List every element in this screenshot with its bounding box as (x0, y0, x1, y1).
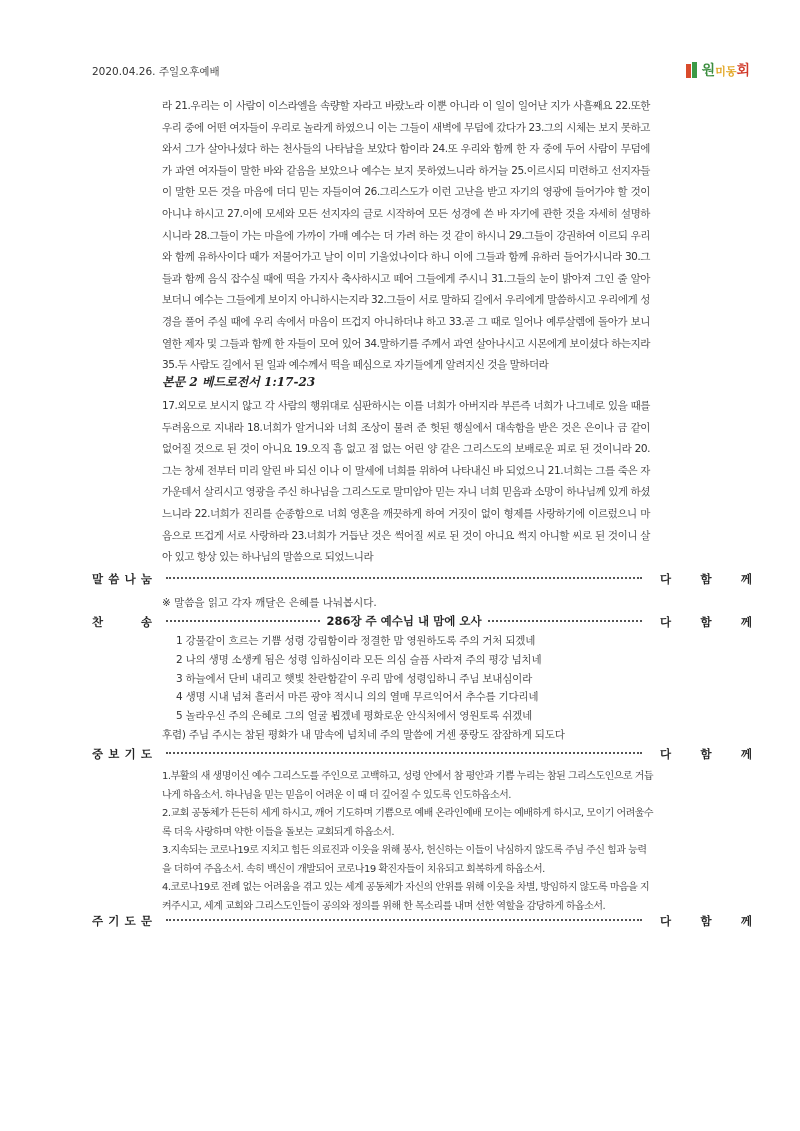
order-label-hymn (92, 614, 152, 630)
label-char: 다 (660, 747, 672, 761)
label-char: 말 (92, 572, 104, 586)
logo-text: 원미동회 (701, 63, 750, 79)
hymn-title-row (166, 612, 642, 630)
label-char: 보 (108, 747, 120, 761)
label-char: 눔 (140, 572, 152, 586)
response-sharing (660, 571, 752, 587)
scripture-passage-1: 라 21.우리는 이 사람이 이스라엘을 속량할 자라고 바랐노라 이뿐 아니라 이 일이 일어난 지가 사흘째요 22.또한 우리 중에 어떤 여자들이 우리로 놀라게 하였으니 이는 그들이 새벽에 무덤에 갔다가 23.그의 시체는 보지 못하고 와서 그가 살아나셨다 하는 천사들의 나타남을 보았다 함이라 24.또 우리와 함께 한 자 중에 두어 사람이 무덤에 가 과연 여자들이 말한 바와 같음을 보았으나 예수는 보지 못하였느니라 하거늘 25.이르시되 미련하고 선지자들이 말한 모든 것을 마음에 더디 믿는 자들이여 26.그리스도가 이런 고난을 받고 자기의 영광에 들어가야 할 것이 아니냐 하시고 27.이에 모세와 모든 선지자의 글로 시작하여 모든 성경에 쓴 바 자기에 관한 것을 자세히 설명하시니라 28.그들이 가는 마을에 가까이 가매 예수는 더 가려 하는 것 같이 하시니 29.그들이 강권하여 이르되 우리와 함께 유하사이다 때가 저물어가고 날이 이미 기울었나이다 하니 이에 그들과 함께 유하러 들어가시니라 30.그들과 함께 음식 잡수실 때에 떡을 가지사 축사하시고 떼어 그들에게 주시니 31.그들의 눈이 밝아져 그인 줄 알아 보더니 예수는 그들에게 보이지 아니하시는지라 32.그들이 서로 말하되 길에서 우리에게 말씀하시고 우리에게 성경을 풀어 주실 때에 우리 속에서 마음이 뜨겁지 아니하더냐 하고 33.곧 그 때로 일어나 예루살렘에 돌아가 보니 열한 제자 및 그들과 함께 한 자들이 모여 있어 34.말하기를 주께서 과연 살아나시고 시몬에게 보이셨다 하는지라 35.두 사람도 길에서 된 일과 예수께서 떡을 떼심으로 자기들에게 알려지신 것을 말하더라 (162, 100, 650, 372)
hymn-verse-1: 1 강물같이 흐르는 기쁨 성령 강림함이라 정결한 맘 영원하도록 주의 거처 되겠네 (176, 635, 536, 647)
label-char: 함 (700, 914, 712, 928)
label-char: 씀 (108, 572, 120, 586)
hymn-verse-4: 4 생명 시내 넘쳐 흘러서 마른 광야 적시니 의의 열매 무르익어서 추수를 기다리네 (176, 691, 539, 704)
label-char: 도 (140, 747, 152, 761)
header-date: 2020.04.26. (92, 66, 156, 78)
label-char: 도 (124, 914, 136, 928)
label-char: 나 (124, 572, 136, 586)
label-char: 께 (740, 615, 752, 629)
prayer-item-2: 2.교회 공동체가 든든히 세게 하시고, 깨어 기도하며 기쁨으로 예배 온라인예배 모이는 예배하게 하시고, 모이기 어려울수록 더욱 사랑하며 약한 이들을 돌보는 교회되게 하옵소서. (162, 808, 654, 838)
leader-dots (166, 919, 642, 921)
label-char: 다 (660, 572, 672, 586)
intercession-prayers (162, 768, 654, 916)
label-char: 문 (140, 914, 152, 928)
label-char: 께 (740, 914, 752, 928)
prayer-item-3: 3.지속되는 코로나19로 지치고 힘든 의료진과 이웃을 위해 봉사, 헌신하는 이들이 낙심하지 않도록 주님 주신 힘과 능력을 더하여 주옵소서. 속히 백신이 개발되어 코로나19 확진자들이 치유되고 회복하게 하옵소서. (162, 845, 647, 875)
header-date-line (92, 64, 220, 79)
label-char: 께 (740, 572, 752, 586)
page-header (92, 64, 750, 84)
label-char: 함 (700, 572, 712, 586)
order-label-lords-prayer (92, 913, 152, 929)
label-char: 찬 (92, 615, 104, 629)
label-char: 께 (740, 747, 752, 761)
leader-dots (488, 620, 642, 622)
logo-mark-icon (686, 62, 700, 78)
order-row-sharing (92, 571, 752, 593)
scripture-2-title: 본문 2 베드로전서 1:17-23 (162, 375, 316, 389)
leader-dots (166, 577, 642, 579)
sharing-note: ※ 말씀을 읽고 각자 깨달은 은혜를 나눠봅시다. (162, 597, 377, 609)
label-char: 다 (660, 914, 672, 928)
label-char: 함 (700, 747, 712, 761)
order-label-intercession (92, 746, 152, 762)
church-logo (686, 60, 750, 80)
label-char: 기 (124, 747, 136, 761)
hymn-title: 286장 주 예수님 내 맘에 오사 (326, 614, 482, 628)
scripture-passage-2: 17.외모로 보시지 않고 각 사람의 행위대로 심판하시는 이를 너희가 아버지라 부른즉 너희가 나그네로 있을 때를 두려움으로 지내라 18.너희가 알거니와 너희 조상이 물려 준 헛된 행실에서 대속함을 받은 것은 은이나 금 같이 없어질 것으로 된 것이 아니요 19.오직 흠 없고 점 없는 어린 양 같은 그리스도의 보배로운 피로 된 것이니라 20.그는 창세 전부터 미리 알린 바 되신 이나 이 말세에 너희를 위하여 나타내신 바 되었으니 21.너희는 그를 죽은 자 가운데서 살리시고 영광을 주신 하나님을 그리스도로 말미암아 믿는 자니 너희 믿음과 소망이 하나님께 있게 하셨느니라 22.너희가 진리를 순종함으로 너희 영혼을 깨끗하게 하여 거짓이 없이 형제를 사랑하기에 이르렀으니 마음으로 뜨겁게 서로 사랑하라 23.너희가 거듭난 것은 썩어질 씨로 된 것이 아니요 썩지 아니할 씨로 된 것이니 살아 있고 항상 있는 하나님의 말씀으로 되었느니라 (162, 400, 650, 564)
label-char: 중 (92, 747, 104, 761)
leader-dots (166, 620, 320, 622)
response-intercession (660, 746, 752, 762)
order-row-intercession (92, 746, 752, 768)
order-row-lords-prayer (92, 913, 752, 935)
prayer-item-4: 4.코로나19로 전례 없는 어려움을 겪고 있는 세계 공동체가 자신의 안위를 위해 이웃을 차별, 방임하지 않도록 마음을 지켜주시고, 세계 교회와 그리스도인들이 공의와 정의를 위해 한 목소리를 내며 선한 역할을 감당하게 하옵소서. (162, 882, 650, 912)
hymn-lyrics (162, 632, 662, 745)
hymn-verse-5: 5 놀라우신 주의 은혜로 그의 얼굴 뵙겠네 평화로운 안식처에서 영원토록 쉬겠네 (176, 710, 533, 723)
label-char: 송 (140, 615, 152, 629)
header-service: 주일오후예배 (158, 66, 220, 78)
order-label-sharing (92, 571, 152, 587)
label-char: 기 (108, 914, 120, 928)
prayer-item-1: 1.부활의 새 생명이신 예수 그리스도를 주인으로 고백하고, 성령 안에서 참 평안과 기쁨 누리는 참된 그리스도인으로 거듭나게 하옵소서. 하나님을 믿는 믿음이 어려운 이 때 더 깊어질 수 있도록 인도하옵소서. (162, 771, 654, 801)
response-lords-prayer (660, 913, 752, 929)
hymn-verse-2: 2 나의 생명 소생케 됨은 성령 임하심이라 모든 의심 슬픔 사라져 주의 평강 넘치네 (176, 653, 542, 666)
label-char: 다 (660, 615, 672, 629)
label-char: 주 (92, 914, 104, 928)
response-hymn (660, 614, 752, 630)
hymn-verse-3: 3 하늘에서 단비 내리고 햇빛 찬란함같이 우리 맘에 성령임하니 주님 보내심이라 (176, 672, 533, 685)
hymn-refrain: 후렴) 주님 주시는 참된 평화가 내 맘속에 넘치네 주의 말씀에 거센 풍랑도 잠잠하게 되도다 (162, 728, 565, 741)
leader-dots (166, 752, 642, 754)
label-char: 함 (700, 615, 712, 629)
